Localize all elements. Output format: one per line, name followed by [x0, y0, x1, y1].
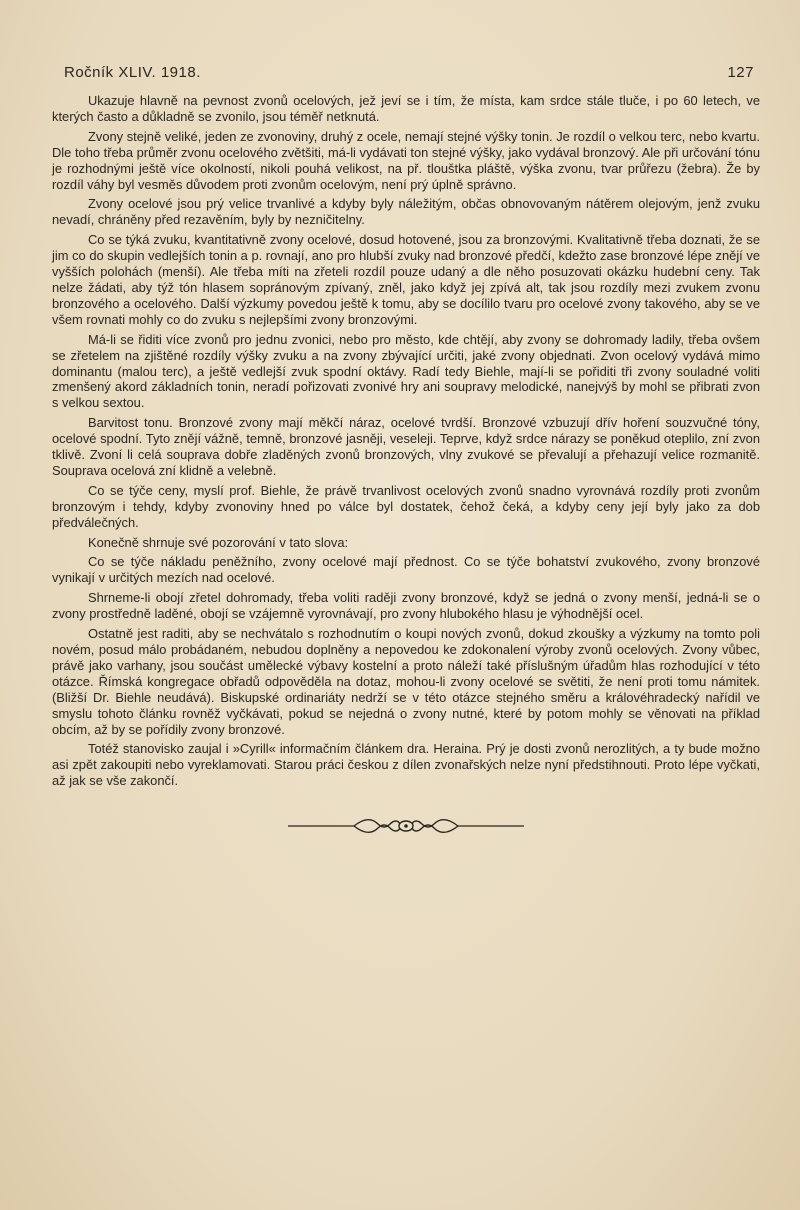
paragraph: Má-li se řiditi více zvonů pro jednu zvonici, nebo pro město, kde chtějí, aby zvony se dohromady ladily, třeba ovšem se zřetelem na zjištěné rozdíly výšky zvuku a na zvony zbývající určiti, jaké zvony objednati. Zvon ocelový vydává mimo dominantu (malou terc), a ještě vedlejší zvuk spodní oktávy. Radí tedy Biehle, mají-li se pořiditi tři zvony souladné voliti zmenšený akord základních tonin, neradí pořizovati zvonivé hry ani soupravy melodické, nanejvýš by mohl se přibrati zvon s velkou sextou. — [52, 331, 760, 411]
paragraph: Ukazuje hlavně na pevnost zvonů ocelových, jež jeví se i tím, že místa, kam srdce stále tluče, i po 60 letech, ve kterých často a důkladně se zvonilo, jsou téměř netknutá. — [52, 93, 760, 124]
journal-volume-year: Ročník XLIV. 1918. — [64, 64, 201, 81]
running-header — [64, 64, 754, 81]
page-number: 127 — [727, 64, 754, 81]
ornamental-divider-icon — [286, 815, 526, 835]
article-body — [52, 93, 760, 789]
paragraph: Zvony stejně veliké, jeden ze zvonoviny, druhý z ocele, nemají stejné výšky tonin. Je rozdíl o velkou terc, nebo kvartu. Dle toho třeba průměr zvonu ocelového zvětšiti, má-li vydávati ton stejné výšky, jako vydával bronzový. Ale při určování tónu je rozhodnými ještě více okolností, nikoli pouhá velikost, na př. tlouštka pláště, výška zvonu, tvar průřezu (žebra). Že by rozdíl váhy byl vesměs důvodem proti zvonům ocelovým, není prý úplně správno. — [52, 128, 760, 192]
paragraph: Zvony ocelové jsou prý velice trvanlivé a kdyby byly náležitým, občas obnovovaným nátěrem olejovým, jenž zvuku nevadí, chráněny před rezavěním, byly by nezničitelny. — [52, 196, 760, 228]
paragraph: Co se týká zvuku, kvantitativně zvony ocelové, dosud hotovené, jsou za bronzovými. Kvalitativně třeba doznati, že se jim co do skupin vedlejších tonin a p. rovnají, ano pro hlubší zvuky nad bronzové předčí, kdežto zase bronzové lépe znějí ve vyšších polohách (menší). Ale třeba míti na zřeteli rozdíl pouze udaný a dle něho posuzovati okázku hudební ceny. Tak nelze žádati, aby týž tón hlasem sopránovým zpívaný, zněl, jako když jej zpívá alt, tak jsou rozdíly mezi zvukem zvonu bronzového a ocelového. Další výzkumy povedou ještě k tomu, aby se docílilo tvaru pro ocelové zvony takového, aby se ve všem rovnati mohly co do zvuku s nejlepšími zvony bronzovými. — [52, 232, 760, 327]
paragraph: Shrneme-li obojí zřetel dohromady, třeba voliti raději zvony bronzové, když se jedná o zvony menší, jedná-li se o zvony prostředně laděné, obojí se vzájemně vyrovnávají, pro zvony hlubokého hlasu je výhodnější ocel. — [52, 590, 760, 622]
paragraph: Co se týče nákladu peněžního, zvony ocelové mají přednost. Co se týče bohatství zvukového, zvony bronzové vynikají v určitých mezích nad ocelové. — [52, 554, 760, 586]
paragraph: Totéž stanovisko zaujal i »Cyrill« informačním článkem dra. Heraina. Prý je dosti zvonů nerozlitých, a ty bude možno asi zpět zakoupiti nebo vyreklamovati. Starou práci českou z dílen zvonařských nelze nyní předstihnouti. Proto lépe vyčkati, až jak se vše zakončí. — [52, 741, 760, 789]
paragraph: Co se týče ceny, myslí prof. Biehle, že právě trvanlivost ocelových zvonů snadno vyrovnává rozdíly proti zvonům bronzovým i tehdy, kdyby zvonoviny hned po válce byl dostatek, čehož čeká, a kdyby ceny její byly jako za dob předválečných. — [52, 482, 760, 530]
paragraph: Barvitost tonu. Bronzové zvony mají měkčí náraz, ocelové tvrdší. Bronzové vzbuzují dřív hoření souzvučné tóny, ocelové spodní. Tyto znějí vážně, temně, bronzové jasněji, veseleji. Teprve, když srdce nárazy se poněkud oteplilo, zní zvon tklivě. Zvoní li celá souprava dobře zladěných zvonů bronzových, vlny zvukové se převalují a přehazují velice rozmanitě. Souprava ocelová zní klidně a velebně. — [52, 415, 760, 478]
ornamental-divider — [52, 815, 760, 835]
paragraph: Konečně shrnuje své pozorování v tato slova: — [88, 534, 349, 550]
paragraph: Ostatně jest raditi, aby se nechvátalo s rozhodnutím o koupi nových zvonů, dokud zkoušky a výzkumy na tomto poli novém, posud málo probádaném, nebudou doplněny a nepovedou ke zdokonalení výroby zvonů ocelových. Zvony vůbec, právě jako varhany, jsou součást umělecké výbavy kostelní a proto náleží také příslušným úřadům hlas rozhodující v této otázce. Římská kongregace obřadů odpověděla na dotaz, mohou-li zvony ocelové se světiti, že není proti tomu námitek. (Bližší Dr. Biehle neudává). Biskupské ordinariáty nedrží se v této otázce stejného směru a královéhradecký nařídil ve smyslu tohoto článku rovněž vyčkávati, pokud se nejedná o zvony nutné, které by potom mohly se věnovati na příklad obcím, až by se pořídily zvony bronzové. — [52, 626, 760, 737]
